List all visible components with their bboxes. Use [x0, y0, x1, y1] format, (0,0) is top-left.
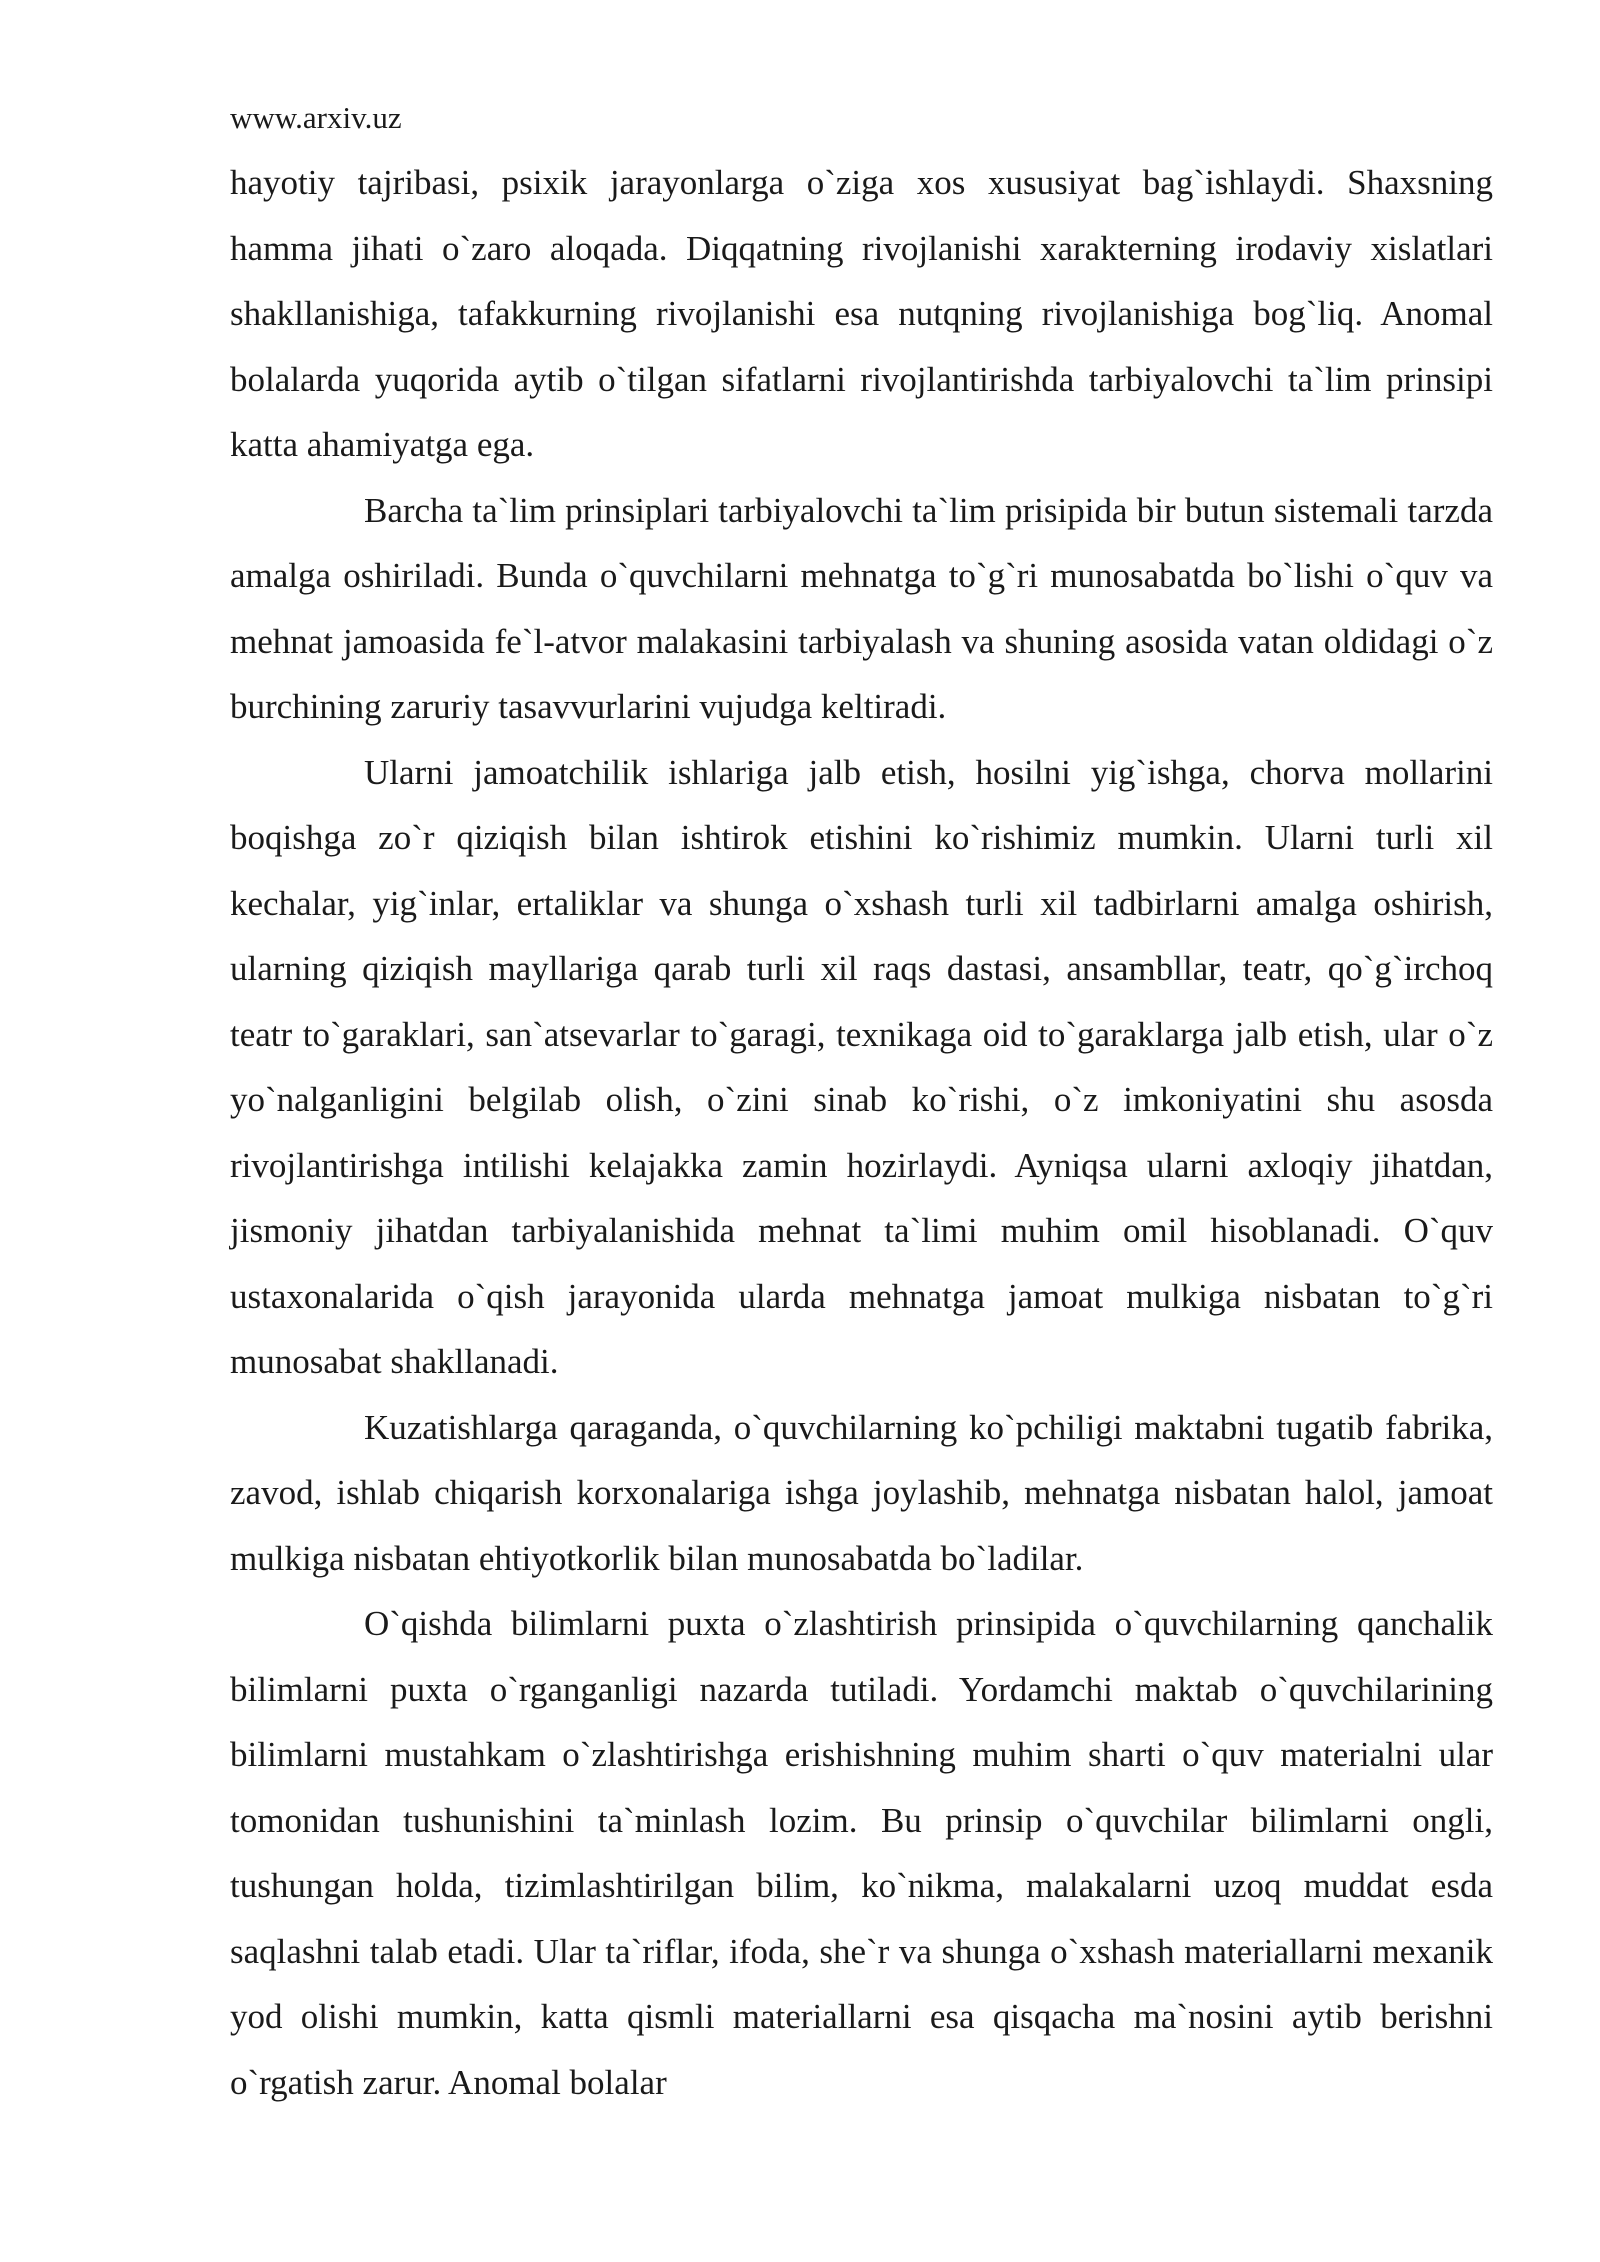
paragraph: O`qishda bilimlarni puxta o`zlashtirish prinsipida o`quvchilarning qanchalik bilimlarni puxta o`rganganligi nazarda tutiladi. Yordamchi maktab o`quvchilarining bilimlarni mustahkam o`zlashtirishga erishishning muhim sharti o`quv materialni ular tomonidan tushunishini ta`minlash lozim. Bu prinsip o`quvchilar bilimlarni ongli, tushungan holda, tizimlashtirilgan bilim, ko`nikma, malakalarni uzoq muddat esda saqlashni talab etadi. Ular ta`riflar, ifoda, she`r va shunga o`xshash materiallarni mexanik yod olishi mumkin, katta qismli materiallarni esa qisqacha ma`nosini aytib berishni o`rgatish zarur. Anomal bolalar	[230, 1604, 1493, 2102]
paragraph: Ularni jamoatchilik ishlariga jalb etish, hosilni yig`ishga, chorva mollarini boqishga zo`r qiziqish bilan ishtirok etishini ko`rishimiz mumkin. Ularni turli xil kechalar, yig`inlar, ertaliklar va shunga o`xshash turli xil tadbirlarni amalga oshirish, ularning qiziqish mayllariga qarab turli xil raqs dastasi, ansambllar, teatr, qo`g`irchoq teatr to`garaklari, san`atsevarlar to`garagi, texnikaga oid to`garaklarga jalb etish, ular o`z yo`nalganligini belgilab olish, o`zini sinab ko`rishi, o`z imkoniyatini shu asosda rivojlantirishga intilishi kelajakka zamin hozirlaydi. Ayniqsa ularni axloqiy jihatdan, jismoniy jihatdan tarbiyalanishida mehnat ta`limi muhim omil hisoblanadi. O`quv ustaxonalarida o`qish jarayonida ularda mehnatga jamoat mulkiga nisbatan to`g`ri munosabat shakllanadi.	[230, 752, 1493, 1381]
paragraph: Barcha ta`lim prinsiplari tarbiyalovchi ta`lim prisipida bir butun sistemali tarzda amalga oshiriladi. Bunda o`quvchilarni mehnatga to`g`ri munosabatda bo`lishi o`quv va mehnat jamoasida fe`l-atvor malakasini tarbiyalash va shuning asosida vatan oldidagi o`z burchining zaruriy tasavvurlarini vujudga keltiradi.	[230, 490, 1493, 726]
header-url: www.arxiv.uz	[230, 100, 402, 135]
paragraph: Kuzatishlarga qaraganda, o`quvchilarning ko`pchiligi maktabni tugatib fabrika, zavod, ishlab chiqarish korxonalariga ishga joylashib, mehnatga nisbatan halol, jamoat mulkiga nisbatan ehtiyotkorlik bilan munosabatda bo`ladilar.	[230, 1407, 1493, 1578]
paragraph: hayotiy tajribasi, psixik jarayonlarga o`ziga xos xususiyat bag`ishlaydi. Shaxsning hamma jihati o`zaro aloqada. Diqqatning rivojlanishi xarakterning irodaviy xislatlari shakllanishiga, tafakkurning rivojlanishi esa nutqning rivojlanishiga bog`liq. Anomal bolalarda yuqorida aytib o`tilgan sifatlarni rivojlantirishda tarbiyalovchi ta`lim prinsipi katta ahamiyatga ega.	[230, 163, 1493, 464]
body-text	[230, 150, 1493, 2115]
